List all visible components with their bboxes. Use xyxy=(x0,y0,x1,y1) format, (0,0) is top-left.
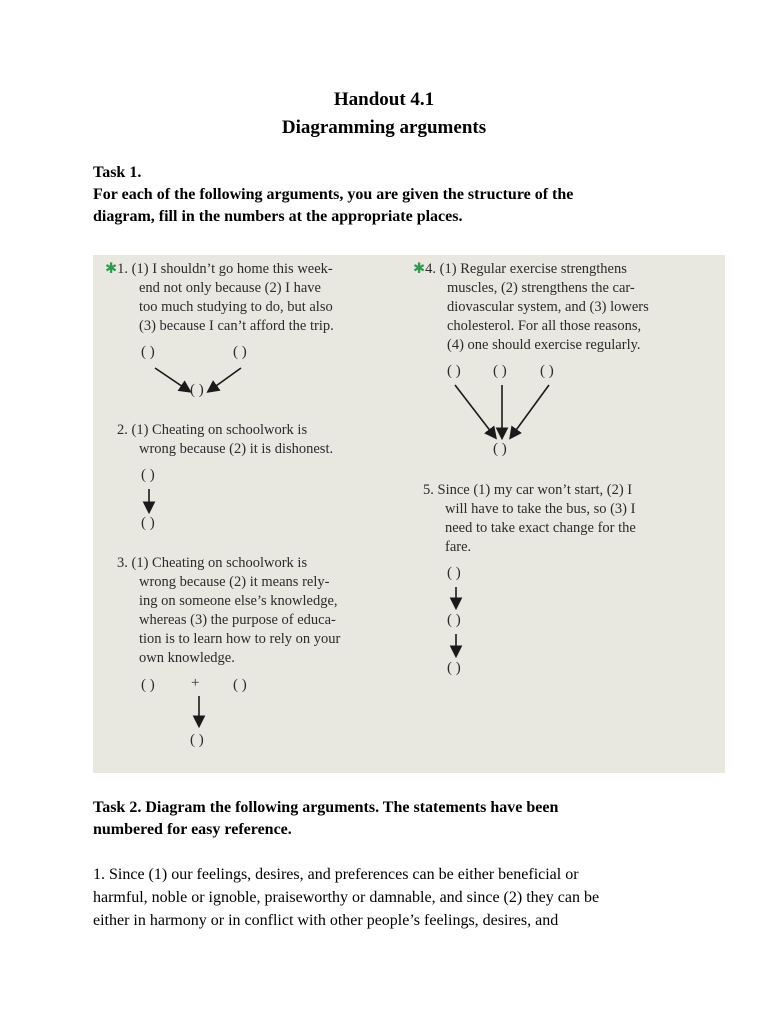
task2-heading-line2: numbered for easy reference. xyxy=(93,821,292,838)
example-4-line: diovascular system, and (3) lowers xyxy=(447,299,649,315)
blank-slot[interactable]: ( ) xyxy=(141,344,155,360)
blank-slot[interactable]: ( ) xyxy=(447,363,461,379)
example-5-number: 5. xyxy=(423,482,434,498)
blank-slot[interactable]: ( ) xyxy=(190,732,204,748)
blank-slot[interactable]: ( ) xyxy=(141,467,155,483)
example-1-line: end not only because (2) I have xyxy=(139,280,321,296)
example-4-number: 4. xyxy=(425,261,437,277)
blank-slot[interactable]: ( ) xyxy=(447,565,461,581)
handout-number: Handout 4.1 xyxy=(333,89,435,110)
example-1-line: too much studying to do, but also xyxy=(139,299,333,315)
example-4-line: muscles, (2) strengthens the car- xyxy=(447,280,635,296)
example-1-line: (1) I shouldn’t go home this week- xyxy=(131,261,333,277)
example-5-line: need to take exact change for the xyxy=(445,520,636,536)
task2-item1-line3: either in harmony or in conflict with other people’s feelings, desires, and xyxy=(93,912,559,929)
blank-slot[interactable]: ( ) xyxy=(233,344,247,360)
example-3-number: 3. xyxy=(117,555,128,571)
task1-instruction-line2: diagram, fill in the numbers at the appropriate places. xyxy=(93,208,463,225)
example-4-line: (1) Regular exercise strengthens xyxy=(439,261,627,277)
task1-heading: Task 1. xyxy=(93,164,142,181)
blank-slot[interactable]: ( ) xyxy=(493,363,507,379)
blank-slot[interactable]: ( ) xyxy=(233,677,247,693)
diagram-arrow xyxy=(209,368,241,391)
task1-instruction-line1: For each of the following arguments, you are given the structure of the xyxy=(93,186,574,203)
plus-sign: + xyxy=(191,675,200,691)
blank-slot[interactable]: ( ) xyxy=(141,515,155,531)
example-5-line: will have to take the bus, so (3) I xyxy=(445,501,636,517)
task2-item1-line2: harmful, noble or ignoble, praiseworthy or damnable, and since (2) they can be xyxy=(93,889,600,906)
star-icon: ✱ xyxy=(413,261,426,277)
example-1-number: 1. xyxy=(117,261,129,277)
task2-heading-line1: Task 2. Diagram the following arguments. The statements have been xyxy=(93,799,559,816)
example-4-line: cholesterol. For all those reasons, xyxy=(447,318,642,334)
star-icon: ✱ xyxy=(105,261,118,277)
diagram-arrow xyxy=(455,385,495,437)
example-3-line: ing on someone else’s knowledge, xyxy=(139,593,338,609)
example-1-line: (3) because I can’t afford the trip. xyxy=(139,318,334,334)
handout-title: Diagramming arguments xyxy=(281,117,487,138)
diagram-arrow xyxy=(511,385,549,437)
example-3-line: wrong because (2) it means rely- xyxy=(139,574,330,590)
blank-slot[interactable]: ( ) xyxy=(540,363,554,379)
example-3-line: whereas (3) the purpose of educa- xyxy=(139,612,336,628)
example-2-line: wrong because (2) it is dishonest. xyxy=(139,441,334,457)
example-5-line: fare. xyxy=(445,539,472,555)
blank-slot[interactable]: ( ) xyxy=(190,382,204,398)
blank-slot[interactable]: ( ) xyxy=(493,441,507,457)
blank-slot[interactable]: ( ) xyxy=(141,677,155,693)
example-3-line: (1) Cheating on schoolwork is xyxy=(131,555,308,571)
example-3-line: tion is to learn how to rely on your xyxy=(139,631,341,647)
diagram-arrows xyxy=(93,255,725,773)
blank-slot[interactable]: ( ) xyxy=(447,660,461,676)
exercise-panel xyxy=(93,255,725,773)
example-3-line: own knowledge. xyxy=(139,650,235,666)
example-2-line: (1) Cheating on schoolwork is xyxy=(131,422,308,438)
blank-slot[interactable]: ( ) xyxy=(447,612,461,628)
task2-item1-line1: 1. Since (1) our feelings, desires, and preferences can be either beneficial or xyxy=(93,866,579,883)
example-2-number: 2. xyxy=(117,422,128,438)
example-4-line: (4) one should exercise regularly. xyxy=(447,337,641,353)
example-5-line: Since (1) my car won’t start, (2) I xyxy=(437,482,633,498)
diagram-arrow xyxy=(155,368,189,391)
